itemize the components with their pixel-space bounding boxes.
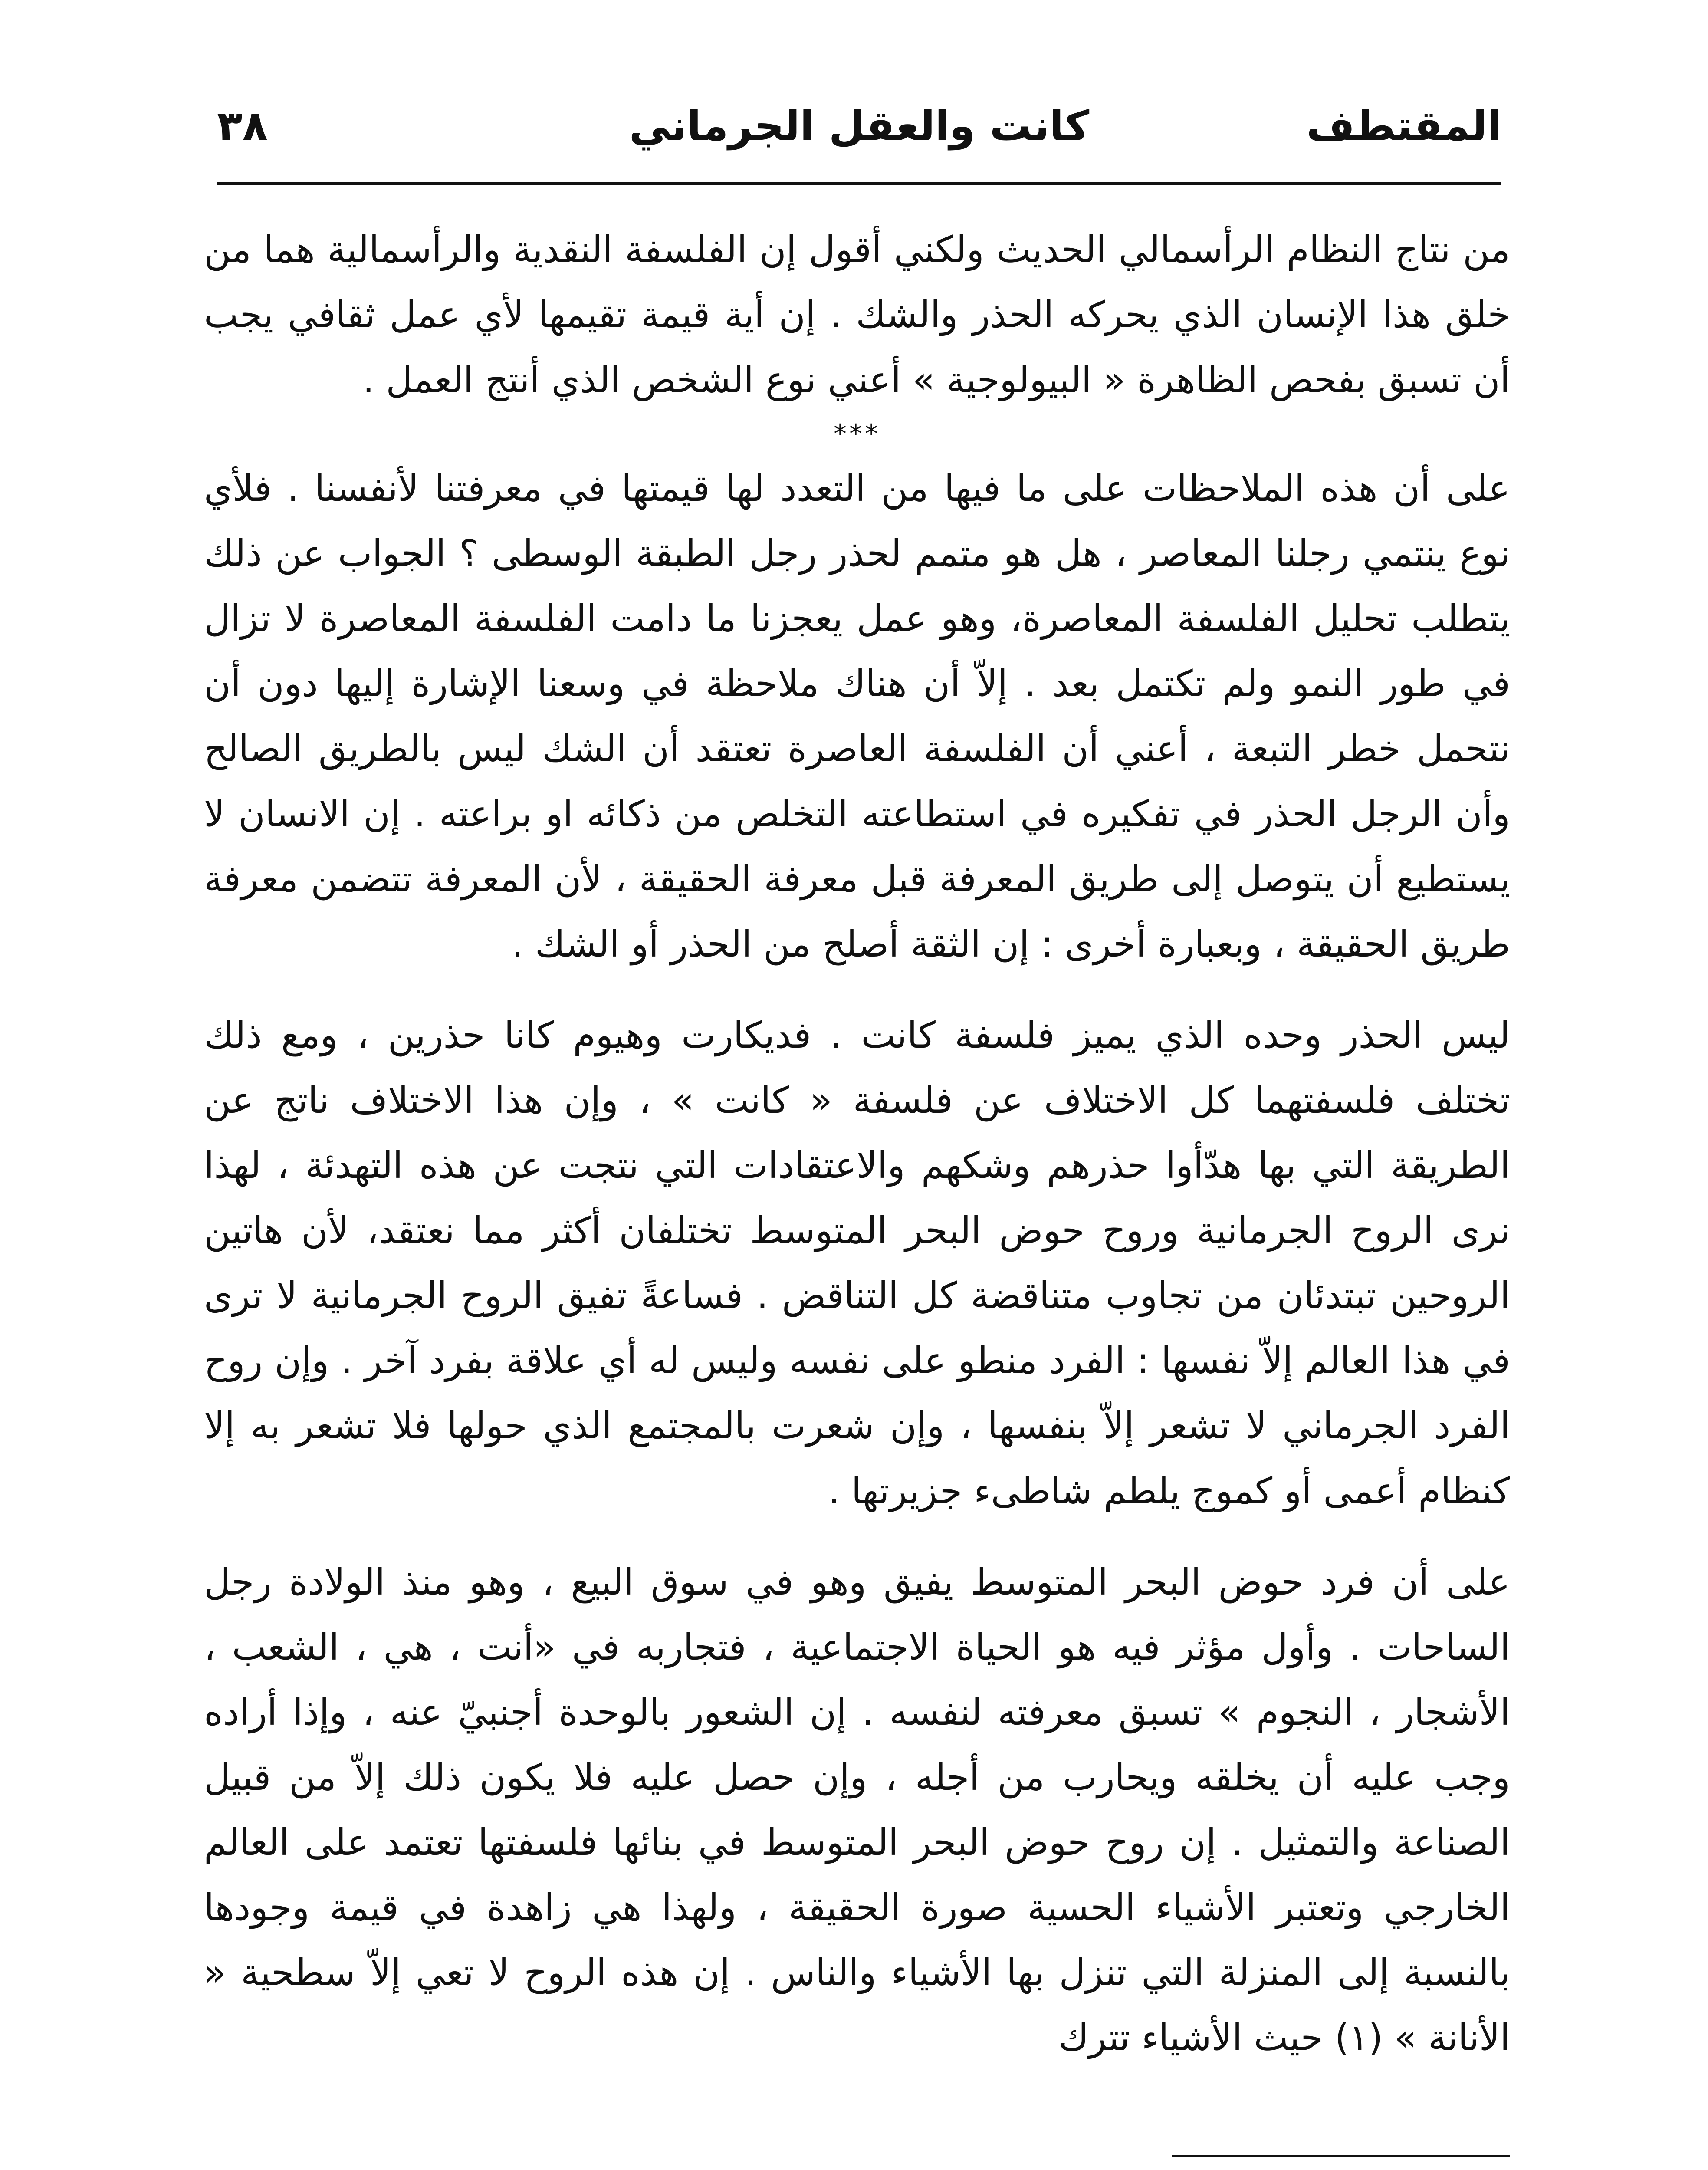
article-body	[204, 217, 1510, 2070]
journal-name: المقتطف	[1306, 102, 1501, 150]
article-title: كانت والعقل الجرماني	[629, 102, 1090, 150]
paragraph: على أن هذه الملاحظات على ما فيها من التعدد لها قيمتها في معرفتنا لأنفسنا . فلأي نوع ينتمي رجلنا المعاصر ، هل هو متمم لحذر رجل الطبقة الوسطى ؟ الجواب عن ذلك يتطلب تحليل الفلسفة المعاصرة، وهو عمل يعجزنا ما دامت الفلسفة المعاصرة لا تزال في طور النمو ولم تكتمل بعد . إلاّ أن هناك ملاحظة في وسعنا الإشارة إليها دون أن نتحمل خطر التبعة ، أعني أن الفلسفة العاصرة تعتقد أن الشك ليس بالطريق الصالح وأن الرجل الحذر في تفكيره في استطاعته التخلص من ذكائه او براعته . إن الانسان لا يستطيع أن يتوصل إلى طريق المعرفة قبل معرفة الحقيقة ، لأن المعرفة تتضمن معرفة طريق الحقيقة ، وبعبارة أخرى : إن الثقة أصلح من الحذر أو الشك .	[204, 467, 1510, 965]
header-rule	[217, 182, 1501, 185]
paragraph-gap	[204, 1523, 1510, 1549]
running-header	[217, 93, 1501, 158]
paragraph: على أن فرد حوض البحر المتوسط يفيق وهو في سوق البيع ، وهو منذ الولادة رجل الساحات . وأول مؤثر فيه هو الحياة الاجتماعية ، فتجاربه في «أنت ، هي ، الشعب ، الأشجار ، النجوم » تسبق معرفته لنفسه . إن الشعور بالوحدة أجنبيّ عنه ، وإذا أراده وجب عليه أن يخلقه ويحارب من أجله ، وإن حصل عليه فلا يكون ذلك إلاّ من قبيل الصناعة والتمثيل . إن روح حوض البحر المتوسط في بنائها فلسفتها تعتمد على العالم الخارجي وتعتبر الأشياء الحسية صورة الحقيقة ، ولهذا هي زاهدة في قيمة وجودها بالنسبة إلى المنزلة التي تنزل بها الأشياء والناس . إن هذه الروح لا تعي إلاّ سطحية « الأنانة » (١) حيث الأشياء تترك	[204, 1561, 1510, 2059]
footnote-rule	[1172, 2155, 1510, 2157]
paragraph: ليس الحذر وحده الذي يميز فلسفة كانت . فديكارت وهيوم كانا حذرين ، ومع ذلك تختلف فلسفتهما كل الاختلاف عن فلسفة « كانت » ، وإن هذا الاختلاف ناتج عن الطريقة التي بها هدّأوا حذرهم وشكهم والاعتقادات التي نتجت عن هذه التهدئة ، لهذا نرى الروح الجرمانية وروح حوض البحر المتوسط تختلفان أكثر مما نعتقد، لأن هاتين الروحين تبتدئان من تجاوب متناقضة كل التناقض . فساعةً تفيق الروح الجرمانية لا ترى في هذا العالم إلاّ نفسها : الفرد منطو على نفسه وليس له أي علاقة بفرد آخر . وإن روح الفرد الجرماني لا تشعر إلاّ بنفسها ، وإن شعرت بالمجتمع الذي حولها فلا تشعر به إلا كنظام أعمى أو كموج يلطم شاطىء جزيرتها .	[204, 1014, 1510, 1512]
section-separator: ***	[834, 419, 880, 449]
paragraph-gap	[204, 976, 1510, 1003]
paragraph: من نتاج النظام الرأسمالي الحديث ولكني أقول إن الفلسفة النقدية والرأسمالية هما من خلق هذا الإنسان الذي يحركه الحذر والشك . إن أية قيمة تقيمها لأي عمل ثقافي يجب أن تسبق بفحص الظاهرة « البيولوجية » أعني نوع الشخص الذي أنتج العمل .	[204, 228, 1510, 401]
page-number: ٣٨	[217, 102, 268, 150]
